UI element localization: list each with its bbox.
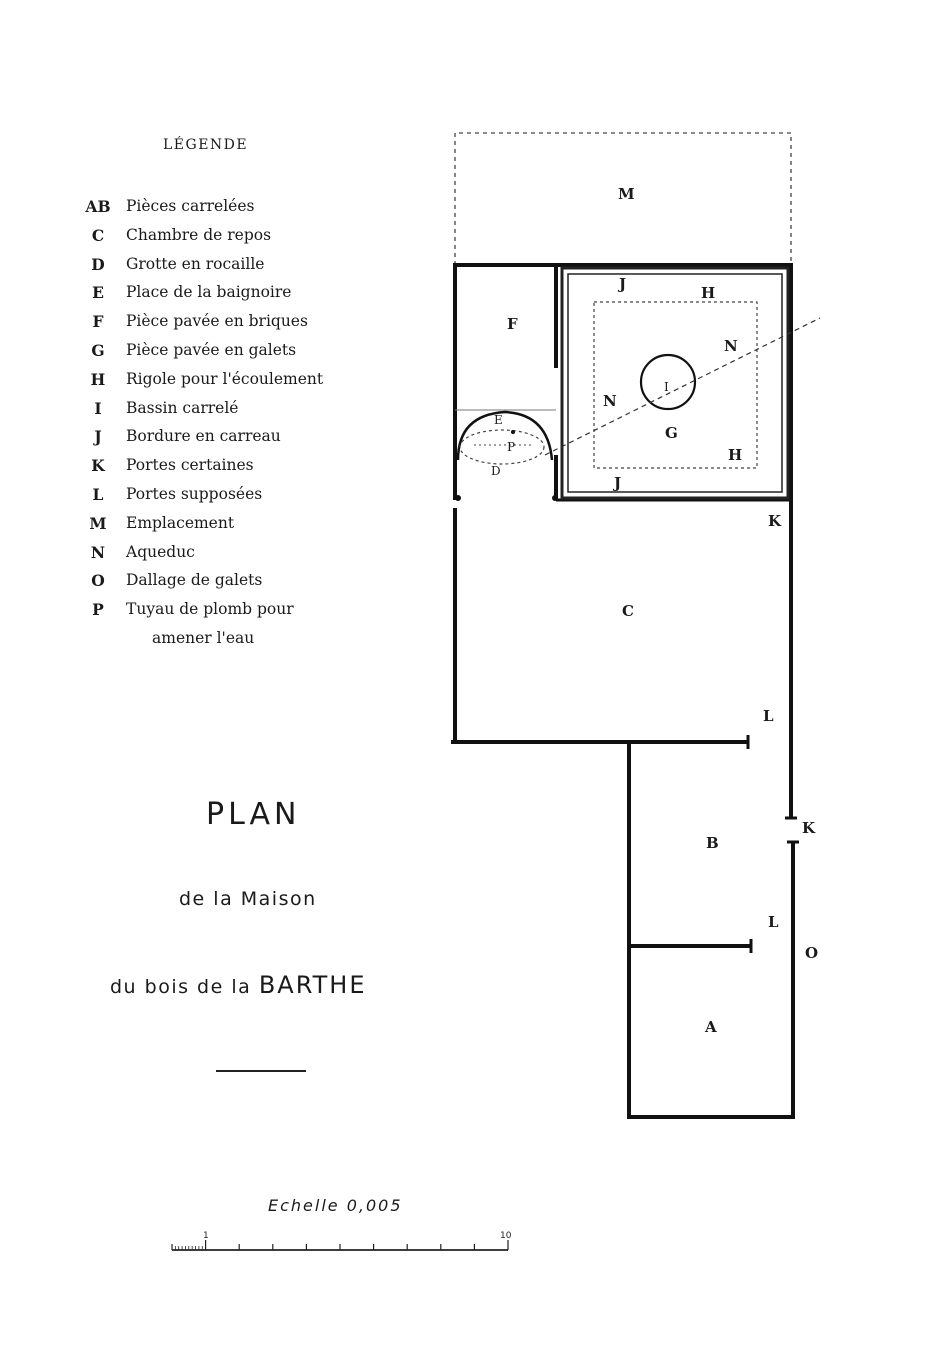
upper-building-walls [455,265,791,818]
legend-text: Dallage de galets [126,571,263,590]
grotto-arc [458,412,552,460]
grotto-point [511,430,515,434]
wall-corner-dot-left [455,495,461,501]
label-h-bottom: H [728,446,743,464]
legend-text: Pièces carrelées [126,197,255,215]
baignoire-ellipse [460,430,544,464]
plan-title: PLAN [206,797,301,832]
scale-tick-label-start: 1 [203,1231,209,1241]
label-b: B [706,834,719,852]
label-j-top: J [619,275,627,293]
label-l-bottom: L [768,913,779,931]
legend-key: E [92,283,104,303]
legend-title: LÉGENDE [163,137,249,153]
legend-key: H [90,369,106,389]
subtitle-prefix: du bois de la [110,976,252,998]
legend-key: C [91,225,105,245]
scale-bar [172,1231,512,1250]
legend-text: Aqueduc [126,542,195,561]
scale-label: Echelle 0,005 [268,1196,403,1215]
legend-text: Pièce pavée en galets [126,340,297,359]
legend-text: Bordure en carreau [126,427,281,446]
legend-text: Portes certaines [126,456,254,475]
label-i: I [664,380,669,394]
label-l-top: L [763,707,774,725]
label-g: G [665,424,678,442]
legend-key: K [91,456,105,476]
label-k-bottom: K [802,819,816,837]
label-h-top: H [701,284,716,302]
aqueduc-line [545,318,820,455]
legend-text: Chambre de repos [126,225,272,244]
legend-text: Emplacement [126,513,235,532]
legend-text: Portes supposées [126,484,263,503]
legend-key: P [92,600,104,620]
legend-key: L [92,484,104,504]
legend-text: Pièce pavée en briques [126,312,308,331]
label-e: E [494,413,503,427]
legend-text: Bassin carrelé [126,398,239,417]
legend-key: D [91,254,105,274]
legend-text: Rigole pour l'écoulement [126,369,324,388]
scale-ticks [172,1240,508,1250]
legend-key: O [91,571,105,591]
label-n-left: N [603,392,617,410]
label-k-top: K [768,512,782,530]
label-d: D [491,464,501,478]
legend-key: I [94,398,102,418]
label-j-bottom: J [614,474,622,492]
legend-key: F [92,312,104,332]
rigole-outline [594,302,757,468]
label-p: P [507,440,516,454]
legend-text: Grotte en rocaille [126,254,265,273]
legend-key: J [94,427,102,447]
label-f: F [507,315,518,333]
subtitle-line-1: de la Maison [179,888,317,910]
label-n-right: N [724,337,738,355]
subtitle-name: BARTHE [258,971,367,999]
legend-text: Place de la baignoire [126,283,292,302]
legend-text: Tuyau de plomb pour [126,600,294,619]
g-room-inner-border [568,274,782,492]
legend-key: M [89,513,107,533]
legend-continuation: amener l'eau [152,628,255,647]
label-c: C [622,602,634,620]
legend-key: AB [85,197,111,216]
legend-key: G [91,340,105,360]
legend-key: N [90,542,106,562]
label-o: O [805,944,819,962]
label-a: A [705,1018,717,1036]
label-m: M [618,185,635,203]
scale-tick-label-end: 10 [500,1231,512,1241]
